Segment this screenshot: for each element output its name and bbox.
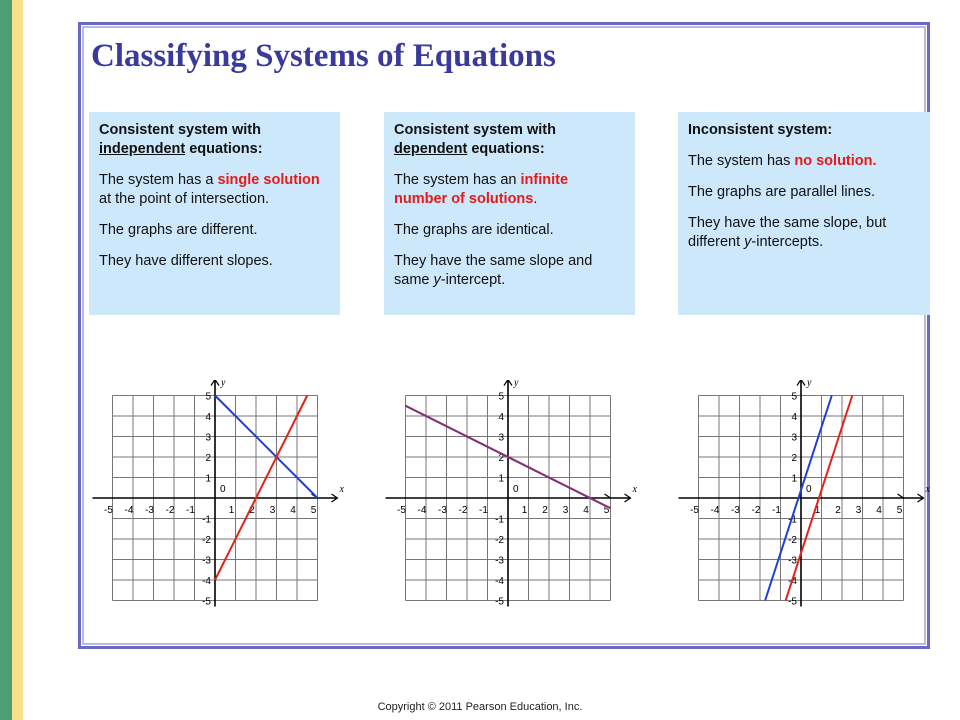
y-tick-label: 1 xyxy=(498,473,504,485)
x-tick-label: -4 xyxy=(124,505,134,516)
box-line: They have the same slope, but different y-intercepts. xyxy=(688,215,887,250)
page-title: Classifying Systems of Equations xyxy=(91,38,556,74)
x-tick-label: -4 xyxy=(710,505,720,516)
y-tick-label: 4 xyxy=(205,412,211,423)
x-tick-label: 2 xyxy=(542,505,548,516)
x-axis-label: x xyxy=(339,484,344,495)
x-tick-label: 3 xyxy=(855,505,862,516)
y-tick-label: -4 xyxy=(495,576,504,587)
x-tick-label: 4 xyxy=(876,505,882,516)
dependent-system-box xyxy=(384,112,635,315)
x-tick-label: 4 xyxy=(290,505,296,516)
y-tick-label: 2 xyxy=(205,453,211,464)
inconsistent-system-box xyxy=(678,112,930,315)
graph-independent xyxy=(85,380,345,608)
y-tick-label: -2 xyxy=(202,535,211,546)
y-tick-label: -1 xyxy=(788,514,797,526)
box-heading: Inconsistent system: xyxy=(688,122,833,138)
x-tick-label: 5 xyxy=(896,505,903,516)
x-tick-label: -1 xyxy=(772,505,781,516)
x-tick-label: -1 xyxy=(186,505,195,516)
copyright-text: Copyright © 2011 Pearson Education, Inc. xyxy=(377,701,583,713)
x-tick-label: 5 xyxy=(603,505,610,516)
y-axis-label: y xyxy=(221,380,226,389)
y-tick-label: -4 xyxy=(788,576,797,587)
x-tick-label: -2 xyxy=(458,505,468,516)
x-tick-label: 1 xyxy=(814,505,821,516)
x-tick-label: -3 xyxy=(438,505,447,516)
x-tick-label: 4 xyxy=(583,505,589,516)
y-tick-label: -1 xyxy=(202,514,211,526)
y-tick-label: 4 xyxy=(498,412,504,423)
x-axis-label: x xyxy=(925,484,930,495)
graph-inconsistent xyxy=(671,380,931,608)
x-tick-label: 2 xyxy=(835,505,841,516)
y-tick-label: -5 xyxy=(202,596,211,608)
y-axis-label: y xyxy=(807,380,812,389)
y-tick-label: 5 xyxy=(791,391,797,403)
y-tick-label: -1 xyxy=(495,514,504,526)
x-tick-label: 1 xyxy=(521,505,528,516)
box-line: The system has an infinite number of solutions. xyxy=(394,172,569,207)
x-tick-label: -5 xyxy=(690,505,699,516)
x-tick-label: -2 xyxy=(165,505,175,516)
x-tick-label: -1 xyxy=(479,505,488,516)
box-line: The system has a single solution at the point of intersection. xyxy=(99,172,320,207)
y-tick-label: 1 xyxy=(791,473,797,485)
box-line: The graphs are parallel lines. xyxy=(688,184,875,200)
origin-label: 0 xyxy=(806,484,812,495)
box-line: They have the same slope and same y-intercept. xyxy=(394,253,593,288)
x-tick-label: -3 xyxy=(731,505,740,516)
y-tick-label: -5 xyxy=(495,596,504,608)
box-line: They have different slopes. xyxy=(99,253,273,269)
origin-label: 0 xyxy=(513,484,519,495)
x-tick-label: 5 xyxy=(310,505,317,516)
x-tick-label: -3 xyxy=(145,505,154,516)
x-tick-label: -5 xyxy=(397,505,406,516)
left-accent-stripe-green xyxy=(0,0,12,720)
y-tick-label: 1 xyxy=(205,473,211,485)
series-line-red-line xyxy=(215,396,307,581)
y-tick-label: 3 xyxy=(791,432,797,444)
origin-label: 0 xyxy=(220,484,226,495)
x-tick-label: 2 xyxy=(249,505,255,516)
y-tick-label: -3 xyxy=(202,555,211,567)
y-tick-label: -3 xyxy=(495,555,504,567)
graph-dependent xyxy=(378,380,638,608)
y-tick-label: -2 xyxy=(495,535,504,546)
left-accent-stripe-yellow xyxy=(12,0,23,720)
x-tick-label: 3 xyxy=(562,505,569,516)
y-tick-label: 5 xyxy=(498,391,504,403)
x-axis-label: x xyxy=(632,484,637,495)
series-line-blue-line xyxy=(215,396,318,499)
x-tick-label: -2 xyxy=(751,505,761,516)
independent-system-box xyxy=(89,112,340,315)
y-tick-label: -4 xyxy=(202,576,211,587)
x-tick-label: 1 xyxy=(228,505,235,516)
box-heading: Consistent system with dependent equations: xyxy=(394,122,556,157)
y-tick-label: 2 xyxy=(791,453,797,464)
y-tick-label: -2 xyxy=(788,535,797,546)
y-tick-label: -5 xyxy=(788,596,797,608)
y-tick-label: -3 xyxy=(788,555,797,567)
box-line: The graphs are different. xyxy=(99,222,258,238)
y-tick-label: 4 xyxy=(791,412,797,423)
box-line: The system has no solution. xyxy=(688,153,877,169)
y-tick-label: 3 xyxy=(205,432,211,444)
box-heading: Consistent system with independent equations: xyxy=(99,122,263,157)
y-tick-label: 2 xyxy=(498,453,504,464)
y-tick-label: 5 xyxy=(205,391,211,403)
box-line: The graphs are identical. xyxy=(394,222,554,238)
x-tick-label: -5 xyxy=(104,505,113,516)
y-tick-label: 3 xyxy=(498,432,504,444)
x-tick-label: 3 xyxy=(269,505,276,516)
y-axis-label: y xyxy=(514,380,519,389)
x-tick-label: -4 xyxy=(417,505,427,516)
